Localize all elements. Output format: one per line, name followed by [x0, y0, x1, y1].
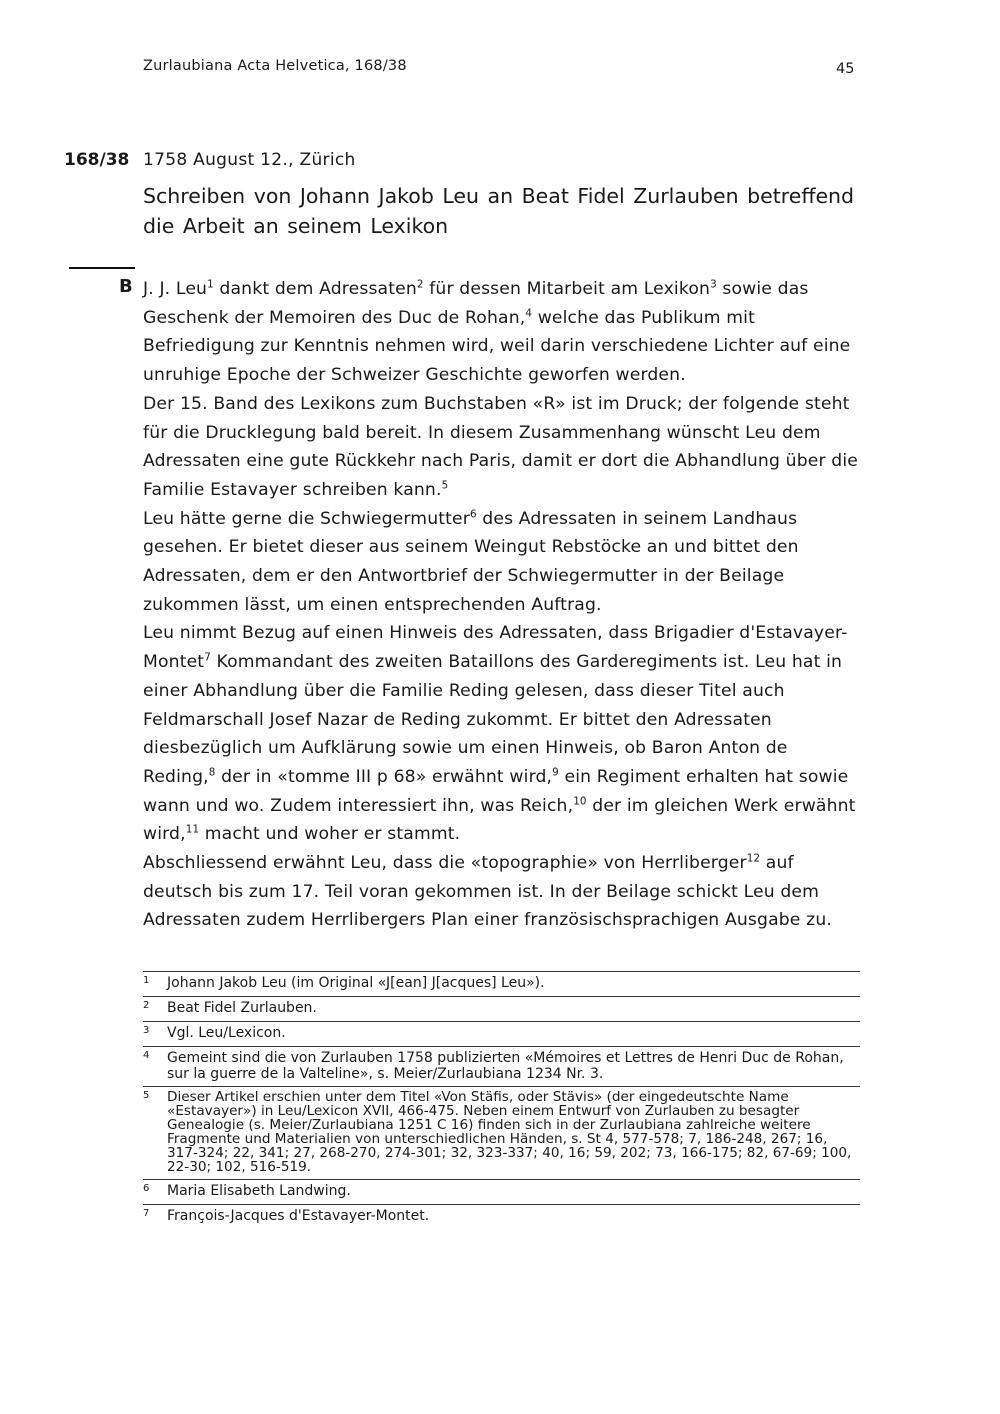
text-run: Leu nimmt Bezug auf einen Hinweis des Adressaten, dass Brigadier d'Estavayer-Montet — [143, 623, 848, 673]
footnotes — [143, 971, 860, 1229]
footnote-ref: 9 — [552, 766, 559, 779]
footnote-text: François-Jacques d'Estavayer-Montet. — [167, 1207, 430, 1224]
footnote-text: Vgl. Leu/Lexicon. — [167, 1025, 286, 1041]
text-run: dankt dem Adressaten — [213, 279, 417, 299]
paragraph-2 — [143, 390, 863, 505]
text-run: sowie das Geschenk der Memoiren des Duc de Rohan, — [143, 279, 809, 328]
footnote — [143, 1179, 860, 1204]
text-run: für dessen Mitarbeit am Lexikon — [423, 279, 711, 299]
footnote — [143, 1021, 860, 1046]
footnote — [143, 1204, 860, 1229]
running-head: Zurlaubiana Acta Helvetica, 168/38 — [143, 58, 407, 74]
text-run: J. J. Leu — [143, 279, 208, 299]
text-run: der im gleichen Werk erwähnt wird, — [143, 795, 856, 845]
section-rule — [69, 267, 135, 269]
footnote-number: 4 — [143, 1050, 150, 1061]
text-run: auf deutsch bis zum 17. Teil voran gekommen ist. In der Beilage schickt Leu dem Adressaten zudem Herrlibergers Plan einer französischsprachigen Ausgabe zu. — [143, 853, 832, 931]
footnote-text: Gemeint sind die von Zurlauben 1758 publizierten «Mémoires et Lettres de Henri Duc de Rohan, sur la guerre de la Valteline», s. Meier/Zurlaubiana 1234 Nr. 3. — [167, 1050, 844, 1082]
footnote-number: 5 — [143, 1090, 150, 1101]
footnote-ref: 7 — [204, 651, 211, 664]
footnote-ref: 12 — [746, 852, 761, 865]
footnote-ref: 4 — [525, 306, 533, 319]
footnote-ref: 10 — [573, 794, 587, 807]
footnote — [143, 1046, 860, 1086]
text-run: des Adressaten in seinem Landhaus gesehen. Er bietet dieser aus seinem Weingut Rebstöcke an und bittet den Adressaten, dem er den Antwortbrief der Schwiegermutter in der Beilage zukommen lässt, um einen entsprechenden Auftrag. — [143, 508, 799, 615]
footnote-number: 2 — [143, 1000, 150, 1011]
paragraph-5 — [143, 849, 863, 935]
footnote-ref: 1 — [207, 278, 214, 291]
footnote-number: 7 — [143, 1207, 150, 1219]
text-run: ein Regiment erhalten hat sowie wann und wo. Zudem interessiert ihn, was Reich, — [143, 766, 849, 816]
regest-body — [143, 275, 863, 935]
paragraph-1 — [143, 275, 863, 390]
footnote — [143, 971, 860, 996]
entry-number: 168/38 — [64, 150, 130, 170]
entry-date: 1758 August 12., Zürich — [143, 150, 356, 170]
footnote-text: Beat Fidel Zurlauben. — [167, 1000, 317, 1016]
text-run: Abschliessend erwähnt Leu, dass die «topographie» von Herrliberger — [143, 853, 747, 874]
page-number: 45 — [836, 61, 855, 77]
footnote — [143, 1086, 860, 1179]
footnote-text: Dieser Artikel erschien unter dem Titel «Von Stäfis, oder Stävis» (der eingedeutschte Name «Estavayer») in Leu/Lexicon XVII, 466-475. Neben einem Entwurf von Zurlauben zu besagter Genealogie (s. Meier/Zurlaubiana 1251 C 16) finden sich in der Zurlaubiana zahlreiche weitere Fragmente und Materialien von unterschiedlichen Händen, s. St 4, 577-578; 7, 186-248, 267; 16, 317-324; 22, 341; 27, 268-270, 274-301; 32, 323-337; 40, 16; 59, 202; 73, 166-175; 82, 67-69; 100, 22-30; 102, 516-519. — [167, 1089, 852, 1176]
footnote-text: Maria Elisabeth Landwing. — [167, 1182, 351, 1199]
footnote-number: 1 — [143, 975, 150, 986]
text-run: macht und woher er stammt. — [199, 824, 461, 845]
text-run: Kommandant des zweiten Bataillons des Garderegiments ist. Leu hat in einer Abhandlung über die Familie Reding gelesen, dass dieser Titel auch Feldmarschall Josef Nazar de Reding zukommt. Er bittet den Adressaten diesbezüglich um Aufklärung sowie um einen Hinweis, ob Baron Anton de Reding, — [143, 652, 843, 787]
section-mark: B — [119, 276, 133, 297]
footnote-ref: 6 — [469, 507, 477, 520]
footnote-number: 3 — [143, 1025, 150, 1036]
paragraph-3 — [143, 505, 863, 620]
paragraph-4 — [143, 619, 863, 849]
footnote-ref: 2 — [416, 278, 424, 291]
entry-title: Schreiben von Johann Jakob Leu an Beat Fidel Zurlauben betreffend die Arbeit an seinem Lexikon — [143, 184, 855, 238]
footnote-ref: 3 — [710, 278, 717, 291]
footnote-text: Johann Jakob Leu (im Original «J[ean] J[acques] Leu»). — [167, 975, 545, 991]
footnote-number: 6 — [143, 1182, 150, 1194]
footnote-ref: 5 — [441, 479, 449, 492]
text-run: Leu hätte gerne die Schwiegermutter — [143, 508, 470, 529]
text-run: der in «tomme III p 68» erwähnt wird, — [215, 766, 553, 787]
footnote-ref: 11 — [185, 823, 200, 836]
footnote — [143, 996, 860, 1021]
text-run: welche das Publikum mit Befriedigung zur Kenntnis nehmen wird, weil darin verschiedene Lichter auf eine unruhige Epoche der Schweizer Geschichte geworfen werden. — [143, 307, 851, 386]
footnote-ref: 8 — [208, 766, 216, 779]
text-run: Der 15. Band des Lexikons zum Buchstaben «R» ist im Druck; der folgende steht für die Drucklegung bald bereit. In diesem Zusammenhang wünscht Leu dem Adressaten eine gute Rückkehr nach Paris, damit er dort die Abhandlung über die Familie Estavayer schreiben kann. — [143, 393, 859, 500]
